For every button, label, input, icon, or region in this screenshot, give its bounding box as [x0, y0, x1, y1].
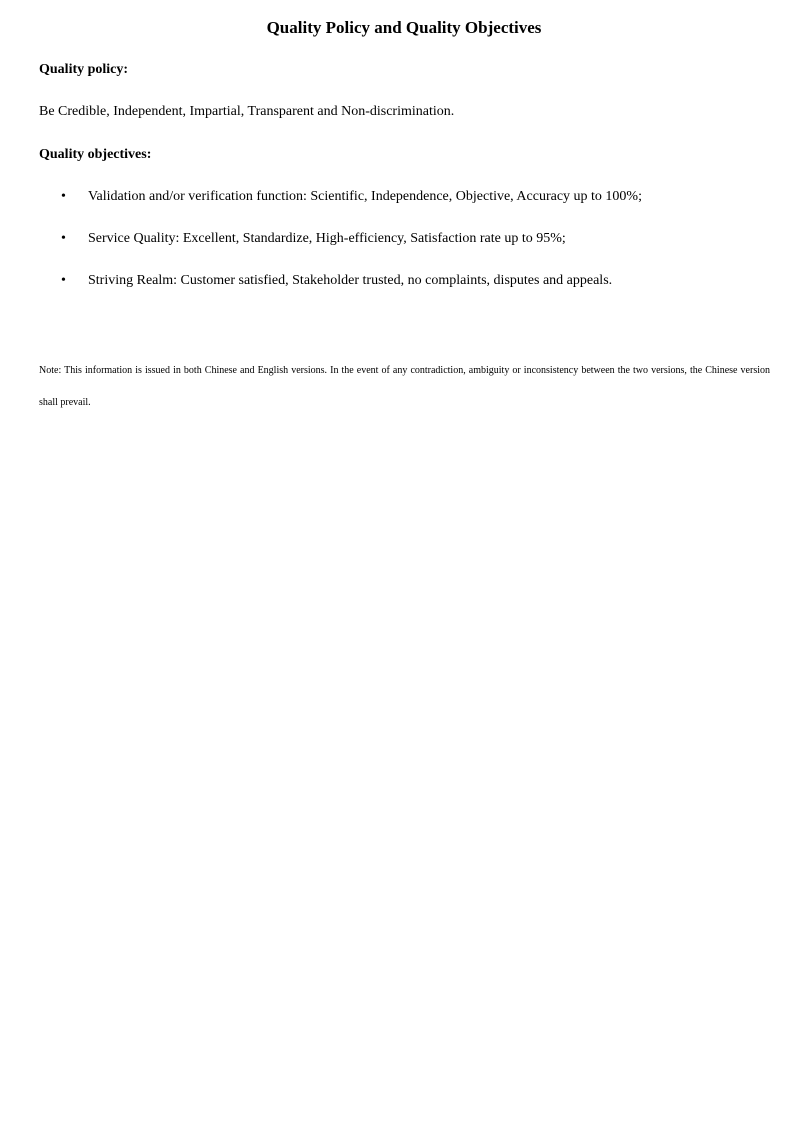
bullet-icon: •	[61, 189, 66, 204]
quality-policy-heading: Quality policy:	[39, 62, 129, 77]
bullet-icon: •	[61, 231, 66, 246]
objective-text: Striving Realm: Customer satisfied, Stakeholder trusted, no complaints, disputes and appeals.	[88, 273, 613, 288]
language-note: Note: This information is issued in both Chinese and English versions. In the event of any contradiction, ambiguity or inconsistency between the two versions, the Chinese version shall prevail.	[39, 365, 770, 408]
quality-objectives-heading: Quality objectives:	[39, 147, 152, 162]
quality-policy-text: Be Credible, Independent, Impartial, Transparent and Non-discrimination.	[39, 104, 455, 119]
bullet-icon: •	[61, 273, 66, 288]
objective-text: Service Quality: Excellent, Standardize, High-efficiency, Satisfaction rate up to 95%;	[88, 231, 566, 246]
page-title: Quality Policy and Quality Objectives	[266, 18, 542, 37]
objective-text: Validation and/or verification function: Scientific, Independence, Objective, Accuracy up to 100%;	[88, 189, 642, 204]
